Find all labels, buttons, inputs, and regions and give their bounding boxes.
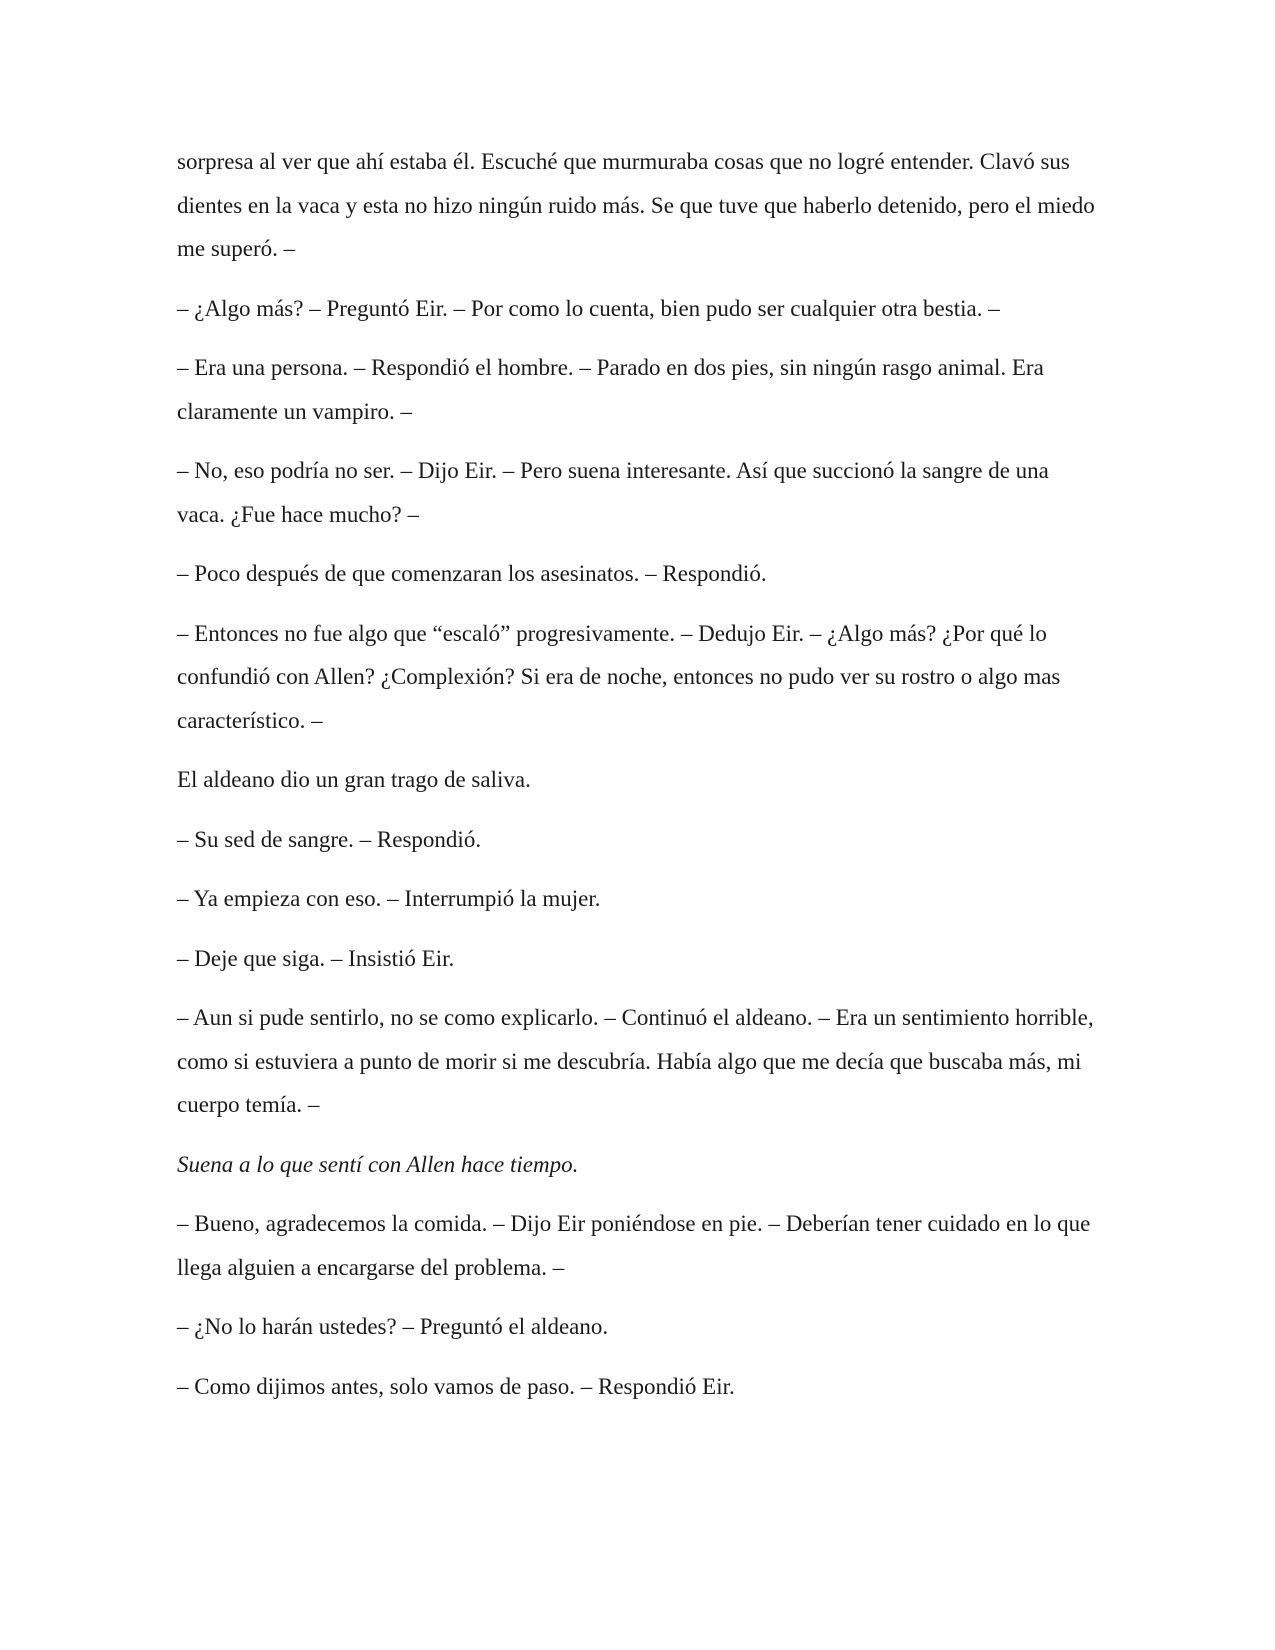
paragraph: – Deje que siga. – Insistió Eir. [177, 945, 455, 971]
italic-thought-paragraph: Suena a lo que sentí con Allen hace tiempo. [177, 1151, 579, 1177]
paragraph: – Su sed de sangre. – Respondió. [177, 826, 482, 852]
paragraph: – Bueno, agradecemos la comida. – Dijo Eir poniéndose en pie. – Deberían tener cuidado en lo que llega alguien a encargarse del problema. – [177, 1211, 1091, 1280]
body-text [177, 140, 1102, 1424]
paragraph: – ¿No lo harán ustedes? – Preguntó el aldeano. [177, 1314, 609, 1339]
paragraph: – ¿Algo más? – Preguntó Eir. – Por como lo cuenta, bien pudo ser cualquier otra bestia. – [177, 295, 1000, 321]
paragraph: – No, eso podría no ser. – Dijo Eir. – Pero suena interesante. Así que succionó la sangre de una vaca. ¿Fue hace mucho? – [177, 458, 1049, 527]
paragraph: – Entonces no fue algo que “escaló” progresivamente. – Dedujo Eir. – ¿Algo más? ¿Por qué lo confundió con Allen? ¿Complexión? Si era de noche, entonces no pudo ver su rostro o algo mas característico. – [177, 620, 1061, 733]
paragraph: – Era una persona. – Respondió el hombre. – Parado en dos pies, sin ningún rasgo animal. Era claramente un vampiro. – [177, 355, 1044, 424]
paragraph: – Ya empieza con eso. – Interrumpió la mujer. [177, 886, 601, 911]
paragraph: – Como dijimos antes, solo vamos de paso. – Respondió Eir. [177, 1373, 735, 1399]
paragraph: – Aun si pude sentirlo, no se como explicarlo. – Continuó el aldeano. – Era un sentimiento horrible, como si estuviera a punto de morir si me descubría. Había algo que me decía que buscaba más, mi cuerpo temía. – [177, 1005, 1094, 1117]
paragraph: – Poco después de que comenzaran los asesinatos. – Respondió. [177, 561, 767, 586]
paragraph: sorpresa al ver que ahí estaba él. Escuché que murmuraba cosas que no logré entender. Clavó sus dientes en la vaca y esta no hizo ningún ruido más. Se que tuve que haberlo detenido, pero el miedo me superó. – [177, 149, 1095, 261]
paragraph: El aldeano dio un gran trago de saliva. [177, 767, 531, 792]
